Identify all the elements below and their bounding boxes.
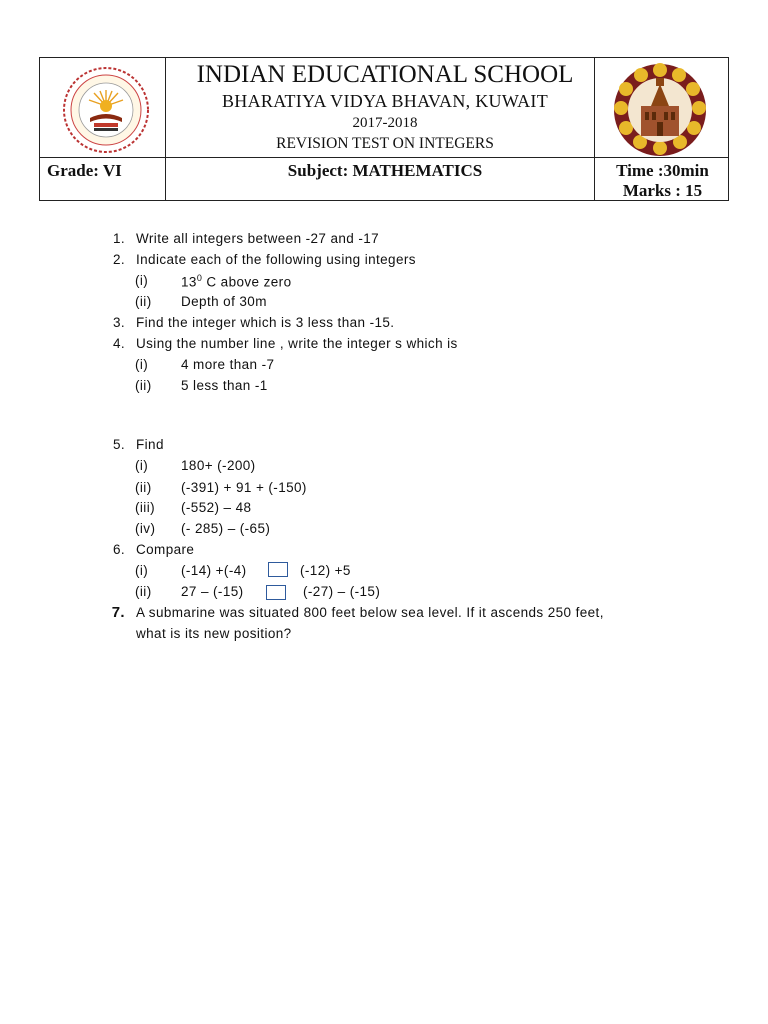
sub-question-text: 180+ (-200) — [181, 458, 256, 473]
school-crest-icon — [62, 66, 150, 154]
question-7-continuation — [136, 626, 292, 641]
answer-box[interactable] — [266, 585, 286, 600]
marks-label: Marks : 15 — [622, 181, 703, 200]
sub-question-label: (iii) — [135, 500, 155, 515]
grade-label: Grade: VI — [47, 161, 122, 180]
question-text: Find the integer which is 3 less than -15. — [136, 315, 395, 330]
sub-question-text: Depth of 30m — [181, 294, 267, 309]
sub-question-label: (i) — [135, 563, 149, 578]
question-text: Compare — [136, 542, 195, 557]
question-text: what is its new position? — [136, 626, 292, 641]
sub-question-label: (i) — [135, 273, 149, 288]
sub-question-text: $13^0$ C above zero — [181, 273, 292, 290]
compare-right: (-27) – (-15) — [303, 584, 381, 599]
question-text: Indicate each of the following using integers — [136, 252, 416, 267]
sub-question-text: (-391) + 91 + (-150) — [181, 480, 307, 495]
subject-label: Subject: MATHEMATICS — [287, 161, 483, 180]
school-subtitle: BHARATIYA VIDYA BHAVAN, KUWAIT — [221, 91, 549, 111]
question-number: 1. — [112, 231, 125, 246]
time-label: Time :30min — [616, 161, 709, 180]
compare-left: (-14) +(-4) — [181, 563, 247, 578]
question-number: 6. — [112, 542, 125, 557]
sub-question-label: (ii) — [135, 480, 152, 495]
answer-box[interactable] — [268, 562, 288, 577]
academic-year: 2017-2018 — [352, 115, 418, 131]
compare-right: (-12) +5 — [300, 563, 351, 578]
question-text: Find — [136, 437, 164, 452]
sub-question-text: (-552) – 48 — [181, 500, 252, 515]
sub-question-text: 5 less than -1 — [181, 378, 268, 393]
bhavan-emblem-icon — [611, 62, 709, 158]
sub-question-text: 4 more than -7 — [181, 357, 275, 372]
sub-question-text: (- 285) – (-65) — [181, 521, 271, 536]
question-number: 5. — [112, 437, 125, 452]
question-text: Using the number line , write the integer s which is — [136, 336, 458, 351]
question-number: 3. — [112, 315, 125, 330]
question-number: 4. — [112, 336, 125, 351]
sub-question-label: (ii) — [135, 378, 152, 393]
question-number: 7. — [111, 604, 125, 621]
sub-question-label: (i) — [135, 357, 149, 372]
header-table — [39, 57, 729, 201]
test-title: REVISION TEST ON INTEGERS — [276, 135, 494, 152]
sub-question-label: (ii) — [135, 294, 152, 309]
question-text: A submarine was situated 800 feet below sea level. If it ascends 250 feet, — [136, 605, 604, 620]
sub-question-label: (ii) — [135, 584, 152, 599]
question-text: Write all integers between -27 and -17 — [136, 231, 380, 246]
sub-question-label: (iv) — [135, 521, 156, 536]
question-number: 2. — [112, 252, 125, 267]
sub-question-label: (i) — [135, 458, 149, 473]
school-name: INDIAN EDUCATIONAL SCHOOL — [196, 61, 574, 88]
compare-left: 27 – (-15) — [181, 584, 244, 599]
